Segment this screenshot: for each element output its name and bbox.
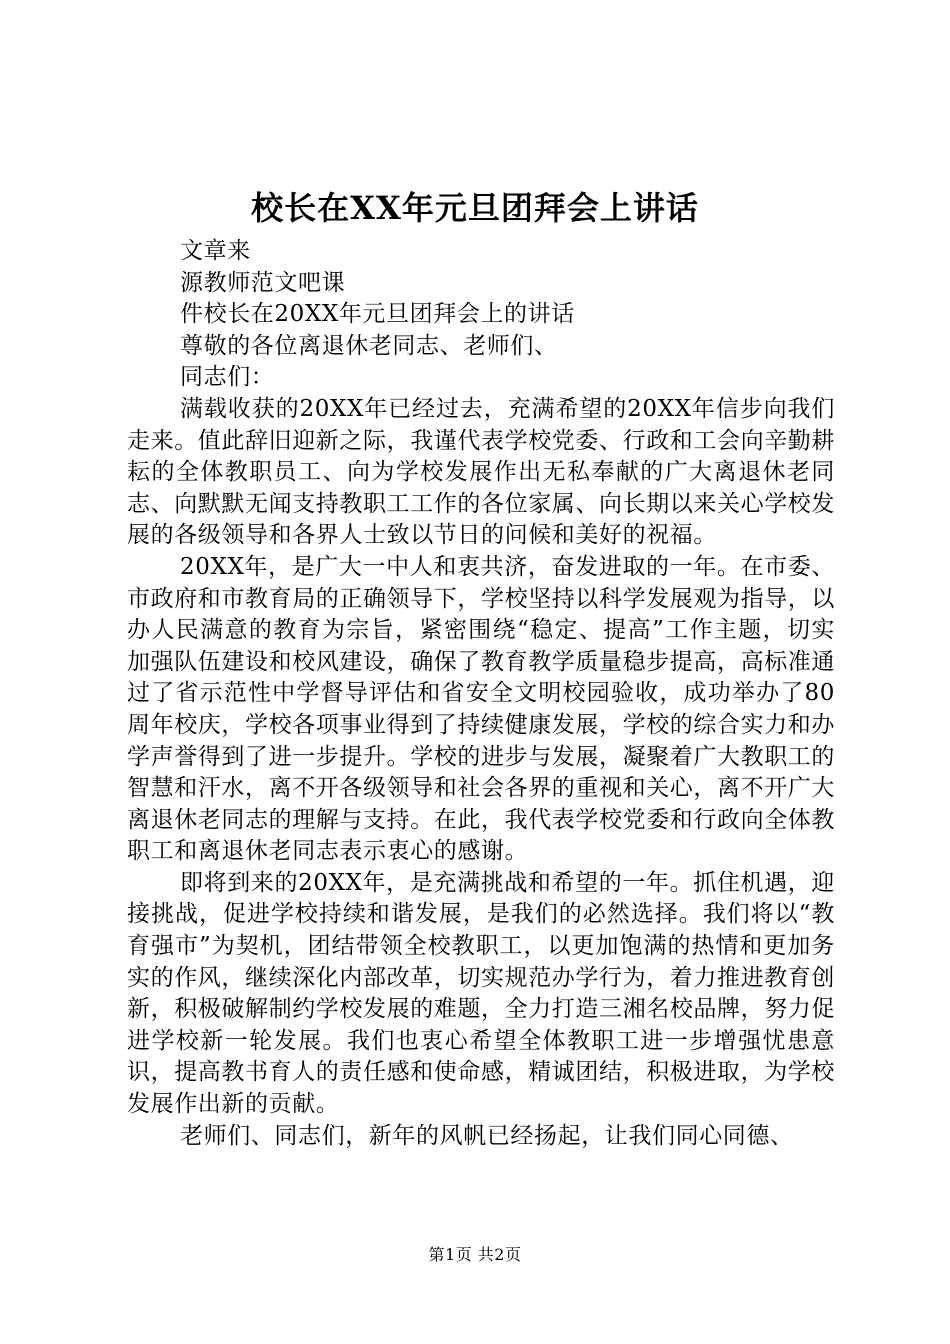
page-footer: 第1页 共2页 [428,1245,522,1264]
text-line: 源教师范文吧课 [180,269,346,296]
text-line: 文章来 [180,238,251,264]
document-title: 校长在XX年元旦团拜会上讲话 [251,189,699,227]
document-body [127,236,835,1152]
salutation-line: 尊敬的各位离退休老同志、老师们、 [180,332,558,359]
body-paragraph: 20XX年，是广大一中人和衷共济，奋发进取的一年。在市委、市政府和市教育局的正确领导下，学校坚持以科学发展观为指导，以办人民满意的教育为宗旨，紧密围绕“稳定、提高”工作主题，切实加强队伍建设和校风建设，确保了教育教学质量稳步提高，高标准通过了省示范性中学督导评估和省安全文明校园验收，成功举办了80周年校庆，学校各项事业得到了持续健康发展，学校的综合实力和办学声誉得到了进一步提升。学校的进步与发展，凝聚着广大教职工的智慧和汗水，离不开各级领导和社会各界的重视和关心，离不开广大离退休老同志的理解与支持。在此，我代表学校党委和行政向全体教职工和离退休老同志表示衷心的感谢。 [127,553,835,865]
body-paragraph: 满载收获的20XX年已经过去，充满希望的20XX年信步向我们走来。值此辞旧迎新之际，我谨代表学校党委、行政和工会向辛勤耕耘的全体教职员工、向为学校发展作出无私奉献的广大离退休老同志、向默默无闻支持教职工工作的各位家属、向长期以来关心学校发展的各级领导和各界人士致以节日的问候和美好的祝福。 [127,395,835,549]
body-paragraph: 即将到来的20XX年，是充满挑战和希望的一年。抓住机遇，迎接挑战，促进学校持续和谐发展，是我们的必然选择。我们将以“教育强市”为契机，团结带领全校教职工，以更加饱满的热情和更加务实的作风，继续深化内部改革，切实规范办学行为，着力推进教育创新，积极破解制约学校发展的难题，全力打造三湘名校品牌，努力促进学校新一轮发展。我们也衷心希望全体教职工进一步增强忧患意识，提高教书育人的责任感和使命感，精诚团结，积极进取，为学校发展作出新的贡献。 [127,869,835,1118]
salutation-line: 同志们： [180,364,275,391]
body-paragraph: 老师们、同志们，新年的风帆已经扬起，让我们同心同德、 [180,1122,794,1149]
text-line: 件校长在20XX年元旦团拜会上的讲话 [180,301,575,328]
